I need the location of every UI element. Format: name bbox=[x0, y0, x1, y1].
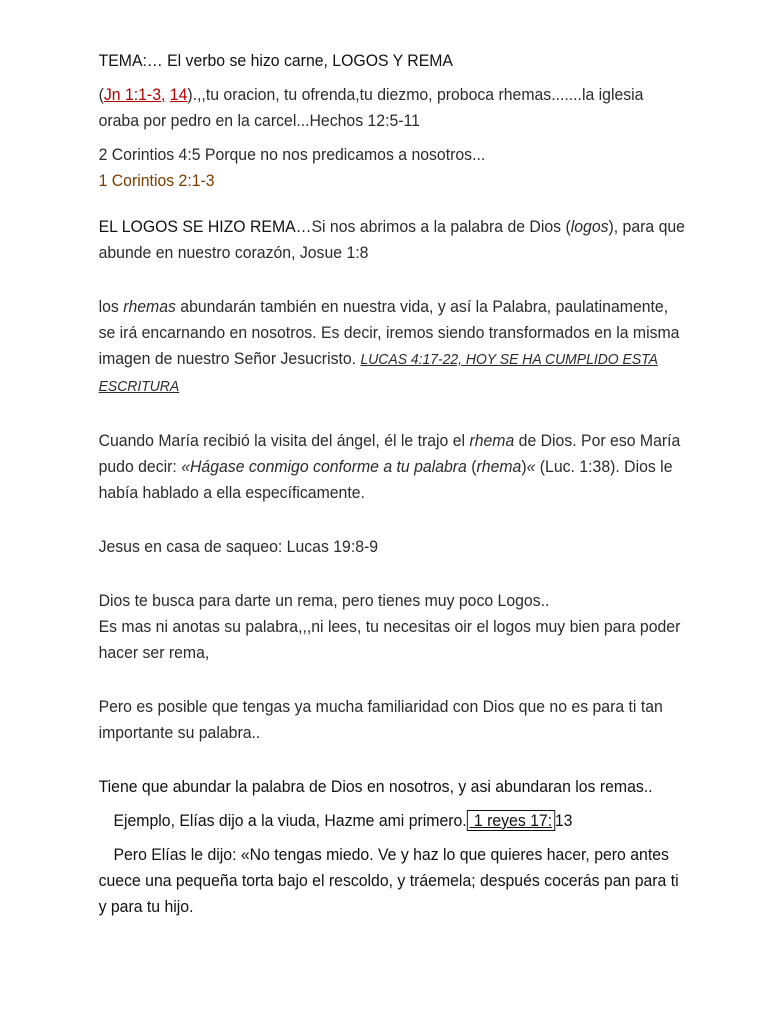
paren-open: ( bbox=[98, 85, 104, 104]
maria-quote-close: « bbox=[526, 457, 536, 476]
maria-quote-italic: «Hágase conmigo conforme a tu palabra bbox=[181, 457, 467, 476]
maria-paragraph bbox=[99, 428, 700, 506]
logos-text-b: ), para que bbox=[608, 217, 685, 236]
maria-rhema-italic: rhema bbox=[469, 431, 515, 450]
ejemplo-tail: 13 bbox=[554, 811, 573, 830]
tema-text: El verbo se hizo carne, LOGOS Y REMA bbox=[162, 51, 453, 70]
maria-f: (Luc. 1:38). Dios le bbox=[535, 457, 673, 476]
para-intro-line2: oraba por pedro en la carcel...Hechos 12:5-11 bbox=[98, 111, 420, 130]
reyes-reference[interactable]: 1 reyes 17: bbox=[467, 810, 555, 831]
elias-line3: y para tu hijo. bbox=[98, 897, 194, 916]
maria-rhema2-italic: rhema bbox=[476, 457, 522, 476]
ejemplo-line bbox=[99, 808, 700, 834]
para-intro-rest: ).,,tu oracion, tu ofrenda,tu diezmo, proboca rhemas.......la iglesia bbox=[187, 85, 644, 104]
maria-b: de Dios. Por eso María bbox=[514, 431, 681, 450]
corintios-block bbox=[99, 142, 700, 194]
logos-heading: EL LOGOS SE HIZO REMA… bbox=[98, 217, 312, 236]
busca-line1: Dios te busca para darte un rema, pero tienes muy poco Logos.. bbox=[98, 591, 550, 610]
elias-line2: cuece una pequeña torta bajo el rescoldo, y tráemela; después cocerás pan para ti bbox=[98, 871, 679, 890]
corintios-line1: 2 Corintios 4:5 Porque no nos predicamos a nosotros... bbox=[98, 145, 486, 164]
abundar-line: Tiene que abundar la palabra de Dios en nosotros, y asi abundaran los remas.. bbox=[98, 777, 653, 796]
busca-paragraph bbox=[99, 588, 700, 666]
elias-paragraph bbox=[99, 842, 700, 920]
logos-text-a: Si nos abrimos a la palabra de Dios ( bbox=[311, 217, 571, 236]
maria-a: Cuando María recibió la visita del ángel, él le trajo el bbox=[98, 431, 470, 450]
rhemas-line2: se irá encarnando en nosotros. Es decir, iremos siendo transformados en la misma bbox=[98, 323, 680, 342]
posible-line1: Pero es posible que tengas ya mucha familiaridad con Dios que no es para ti tan bbox=[98, 697, 663, 716]
rhemas-line3: imagen de nuestro Señor Jesucristo. bbox=[98, 349, 361, 368]
rhemas-a: los bbox=[98, 297, 124, 316]
link-jn-1-1-3[interactable]: Jn 1:1-3, bbox=[103, 85, 166, 104]
tema-label: TEMA:… bbox=[98, 51, 163, 70]
logos-paragraph bbox=[99, 214, 700, 266]
rhemas-italic: rhemas bbox=[123, 297, 176, 316]
maria-e: ) bbox=[521, 457, 527, 476]
link-jn-14[interactable]: 14 bbox=[169, 85, 188, 104]
para-intro bbox=[99, 82, 700, 134]
posible-paragraph bbox=[99, 694, 700, 746]
rhemas-b: abundarán también en nuestra vida, y así la Palabra, paulatinamente, bbox=[175, 297, 669, 316]
maria-c: pudo decir: bbox=[98, 457, 182, 476]
busca-line3: hacer ser rema, bbox=[98, 643, 210, 662]
document-body bbox=[99, 48, 700, 920]
saqueo-line: Jesus en casa de saqueo: Lucas 19:8-9 bbox=[98, 537, 379, 556]
posible-line2: importante su palabra.. bbox=[98, 723, 261, 742]
logos-line2: abunde en nuestro corazón, Josue 1:8 bbox=[98, 243, 369, 262]
maria-d: ( bbox=[466, 457, 477, 476]
elias-line1: Pero Elías le dijo: «No tengas miedo. Ve y haz lo que quieres hacer, pero antes bbox=[113, 845, 669, 864]
ejemplo-text: Ejemplo, Elías dijo a la viuda, Hazme ami primero. bbox=[113, 811, 467, 830]
rhemas-paragraph bbox=[99, 294, 700, 400]
lucas-reference-cont[interactable]: ESCRITURA bbox=[98, 378, 180, 395]
logos-italic: logos bbox=[570, 217, 609, 236]
lucas-reference[interactable]: LUCAS 4:17-22, HOY SE HA CUMPLIDO ESTA bbox=[360, 351, 658, 368]
tema-line bbox=[99, 48, 700, 74]
corintios-line2: 1 Corintios 2:1-3 bbox=[98, 171, 215, 190]
busca-line2: Es mas ni anotas su palabra,,,ni lees, tu necesitas oir el logos muy bien para poder bbox=[98, 617, 681, 636]
maria-line3: había hablado a ella específicamente. bbox=[98, 483, 365, 502]
